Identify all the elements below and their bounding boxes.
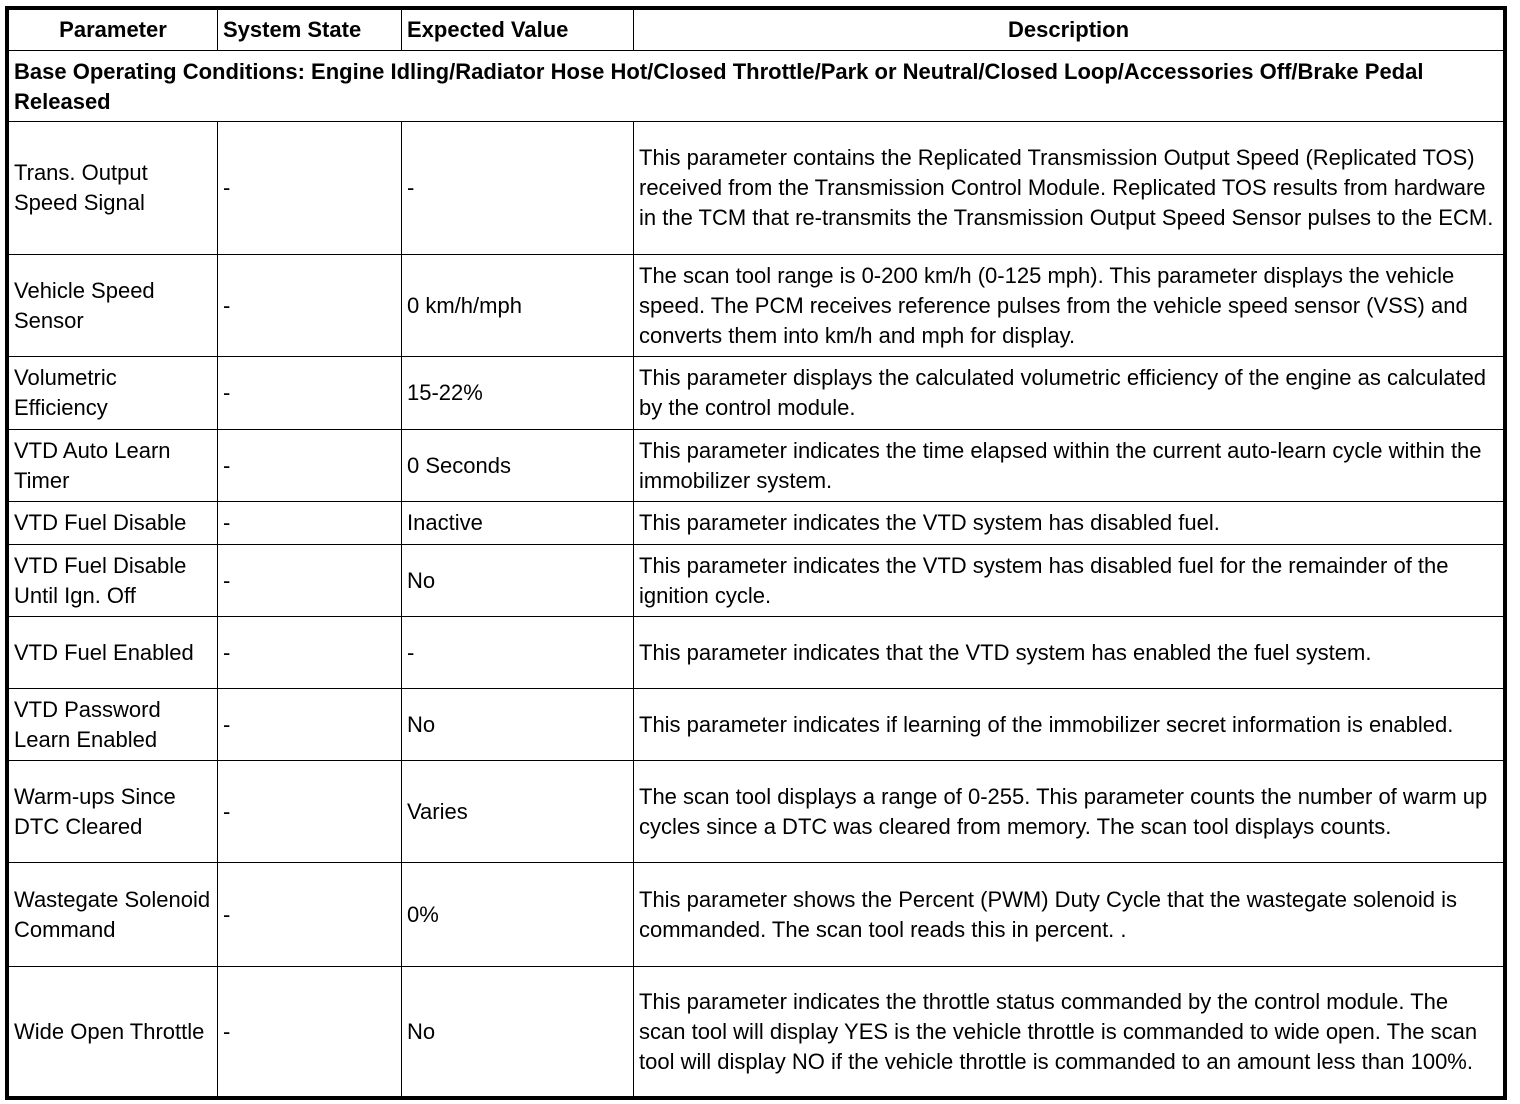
cell-parameter: Vehicle Speed Sensor xyxy=(9,255,218,357)
table-row xyxy=(9,863,1504,967)
cell-system-state: - xyxy=(218,863,402,967)
header-expected-value: Expected Value xyxy=(402,10,634,51)
cell-system-state: - xyxy=(218,255,402,357)
cell-expected-value: No xyxy=(402,967,634,1097)
cell-parameter: Trans. Output Speed Signal xyxy=(9,122,218,255)
table-row xyxy=(9,761,1504,863)
table-row xyxy=(9,689,1504,761)
cell-expected-value: - xyxy=(402,617,634,689)
cell-description: This parameter contains the Replicated Transmission Output Speed (Replicated TOS) received from the Transmission Control Module. Replicated TOS results from hardware in the TCM that re-transmits the Transmission Output Speed Sensor pulses to the ECM. xyxy=(634,122,1504,255)
cell-system-state: - xyxy=(218,689,402,761)
table-row xyxy=(9,357,1504,430)
cell-parameter: Warm-ups Since DTC Cleared xyxy=(9,761,218,863)
header-system-state: System State xyxy=(218,10,402,51)
cell-parameter: VTD Fuel Enabled xyxy=(9,617,218,689)
cell-description: This parameter indicates the time elapsed within the current auto-learn cycle within the immobilizer system. xyxy=(634,430,1504,502)
cell-description: This parameter indicates the VTD system has disabled fuel for the remainder of the ignition cycle. xyxy=(634,545,1504,617)
base-operating-conditions: Base Operating Conditions: Engine Idling/Radiator Hose Hot/Closed Throttle/Park or Neutral/Closed Loop/Accessories Off/Brake Pedal Released xyxy=(9,51,1504,122)
cell-description: This parameter shows the Percent (PWM) Duty Cycle that the wastegate solenoid is commanded. The scan tool reads this in percent. . xyxy=(634,863,1504,967)
table-row xyxy=(9,122,1504,255)
cell-parameter: Wide Open Throttle xyxy=(9,967,218,1097)
cell-description: This parameter indicates the throttle status commanded by the control module. The scan tool will display YES is the vehicle throttle is commanded to wide open. The scan tool will display NO if the vehicle throttle is commanded to an amount less than 100%. xyxy=(634,967,1504,1097)
table-row xyxy=(9,502,1504,545)
cell-system-state: - xyxy=(218,122,402,255)
table-row xyxy=(9,545,1504,617)
parameter-table xyxy=(8,9,1504,1097)
cell-system-state: - xyxy=(218,761,402,863)
cell-parameter: VTD Fuel Disable xyxy=(9,502,218,545)
cell-expected-value: 0 km/h/mph xyxy=(402,255,634,357)
cell-description: This parameter indicates the VTD system has disabled fuel. xyxy=(634,502,1504,545)
cell-parameter: Wastegate Solenoid Command xyxy=(9,863,218,967)
cell-description: The scan tool range is 0-200 km/h (0-125 mph). This parameter displays the vehicle speed. The PCM receives reference pulses from the vehicle speed sensor (VSS) and converts them into km/h and mph for display. xyxy=(634,255,1504,357)
cell-system-state: - xyxy=(218,617,402,689)
conditions-row xyxy=(9,51,1504,122)
table-row xyxy=(9,617,1504,689)
cell-parameter: VTD Password Learn Enabled xyxy=(9,689,218,761)
cell-system-state: - xyxy=(218,967,402,1097)
cell-system-state: - xyxy=(218,430,402,502)
header-description: Description xyxy=(634,10,1504,51)
table-row xyxy=(9,430,1504,502)
cell-expected-value: 15-22% xyxy=(402,357,634,430)
cell-parameter: Volumetric Efficiency xyxy=(9,357,218,430)
header-parameter: Parameter xyxy=(9,10,218,51)
cell-description: The scan tool displays a range of 0-255. This parameter counts the number of warm up cycles since a DTC was cleared from memory. The scan tool displays counts. xyxy=(634,761,1504,863)
header-row xyxy=(9,10,1504,51)
cell-expected-value: No xyxy=(402,689,634,761)
table-row xyxy=(9,255,1504,357)
cell-expected-value: Inactive xyxy=(402,502,634,545)
cell-expected-value: No xyxy=(402,545,634,617)
cell-system-state: - xyxy=(218,545,402,617)
cell-expected-value: Varies xyxy=(402,761,634,863)
cell-expected-value: 0% xyxy=(402,863,634,967)
cell-parameter: VTD Auto Learn Timer xyxy=(9,430,218,502)
cell-expected-value: - xyxy=(402,122,634,255)
cell-description: This parameter indicates that the VTD system has enabled the fuel system. xyxy=(634,617,1504,689)
cell-description: This parameter displays the calculated volumetric efficiency of the engine as calculated by the control module. xyxy=(634,357,1504,430)
cell-description: This parameter indicates if learning of the immobilizer secret information is enabled. xyxy=(634,689,1504,761)
cell-system-state: - xyxy=(218,357,402,430)
cell-system-state: - xyxy=(218,502,402,545)
table-row xyxy=(9,967,1504,1097)
cell-parameter: VTD Fuel Disable Until Ign. Off xyxy=(9,545,218,617)
parameter-table-frame xyxy=(5,6,1507,1100)
cell-expected-value: 0 Seconds xyxy=(402,430,634,502)
